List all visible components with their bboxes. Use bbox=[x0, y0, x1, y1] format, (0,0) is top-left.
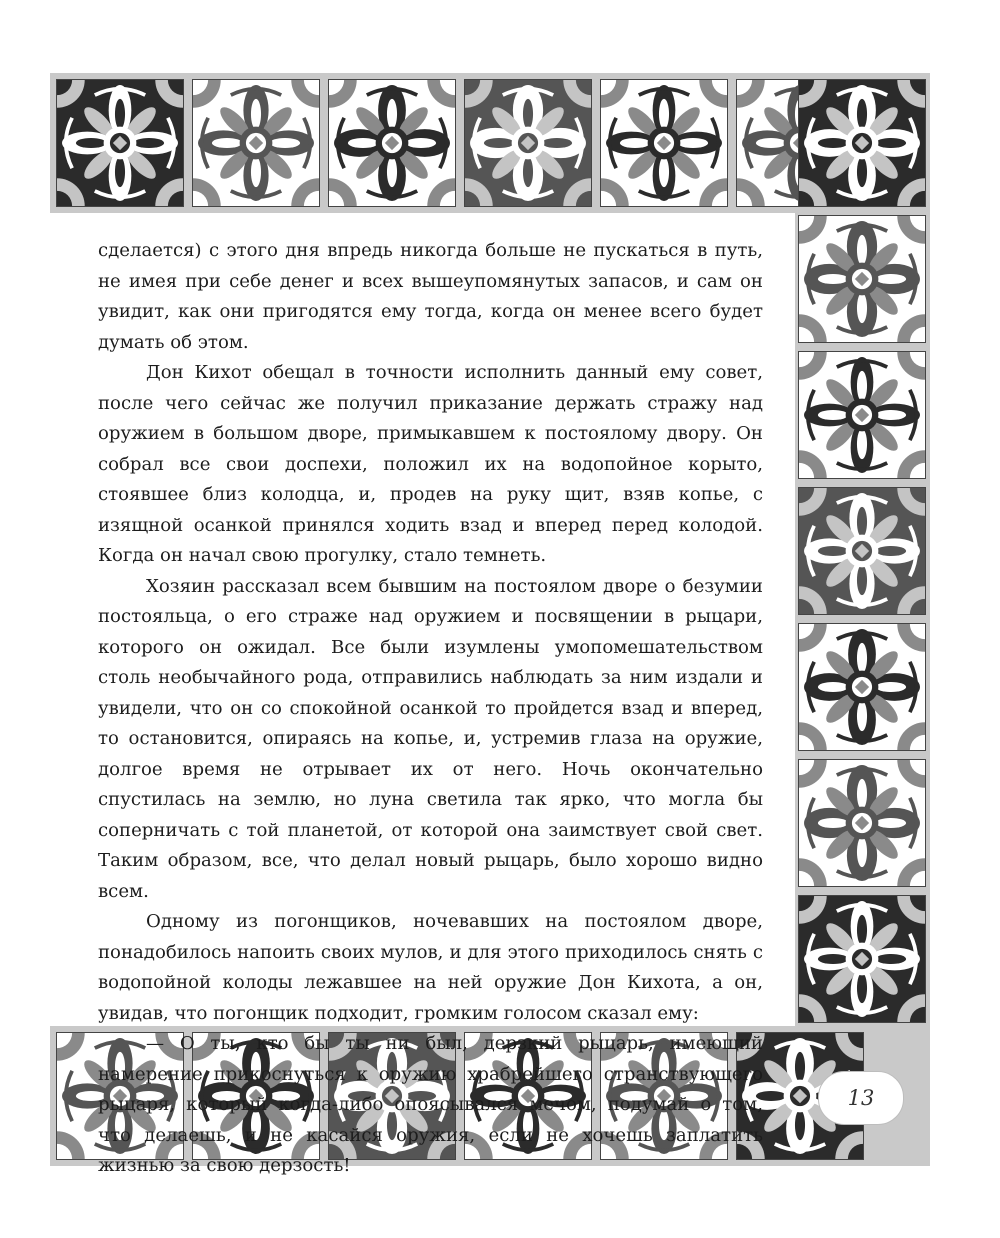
paragraph-4: Одному из погонщиков, ночевавших на постоялом дворе, понадобилось напоить своих мулов, и для этого приходилось снять с водопойной колоды лежавшее на ней оружие Дон Кихота, а он, увидав, что погонщик подходит, громким голосом сказал ему: bbox=[98, 911, 763, 1024]
paragraph-5-dialogue: — О ты, кто бы ты ни был, дерзкий рыцарь, имеющий намерение прикоснуться к оружию храбрейшего странствующего рыцаря, который когда-либо опоясывался мечом, подумай о том, что делаешь, и не касайся оружия, если не хочешь заплатить жизнью за свою дерзость! bbox=[98, 1033, 763, 1176]
ornamental-tile bbox=[798, 215, 926, 343]
ornamental-tile bbox=[600, 79, 728, 207]
paragraph-1: сделается) с этого дня впредь никогда больше не пускаться в путь, не имея при себе денег и всех вышеупомянутых запасов, и сам он увидит, как они пригодятся ему тогда, когда он менее всего будет думать об этом. bbox=[98, 240, 763, 353]
paragraph-3: Хозяин рассказал всем бывшим на постоялом дворе о безумии постояльца, о его страже над оружием и посвящении в рыцари, которого он ожидал. Все были изумлены умопомешательством столь необычайного рода, отправились наблюдать за ним издали и увидели, что он со спокойной осанкой то пройдется взад и вперед, то остановится, опираясь на копье, и, устремив глаза на оружие, долгое время не отрывает их от него. Ночь окончательно спустилась на землю, но луна светила так ярко, что могла бы соперничать с той планетой, от которой она заимствует свой свет. Таким образом, все, что делал новый рыцарь, было хорошо видно всем. bbox=[98, 575, 763, 902]
ornamental-tile bbox=[798, 487, 926, 615]
ornamental-tile bbox=[56, 79, 184, 207]
page-number: 13 bbox=[818, 1071, 904, 1125]
ornamental-tile bbox=[798, 895, 926, 1023]
ornamental-tile bbox=[798, 79, 926, 207]
ornamental-tile bbox=[328, 79, 456, 207]
ornamental-tile bbox=[798, 351, 926, 479]
ornamental-tile bbox=[798, 623, 926, 751]
body-text bbox=[98, 236, 763, 1182]
ornamental-tile bbox=[192, 79, 320, 207]
ornamental-tile bbox=[798, 759, 926, 887]
ornamental-tile bbox=[464, 79, 592, 207]
paragraph-2: Дон Кихот обещал в точности исполнить данный ему совет, после чего сейчас же получил приказание держать стражу над оружием в большом дворе, примыкавшем к постоялому двору. Он собрал все свои доспехи, положил их на водопойное корыто, стоявшее близ колодца, и, продев на руку щит, взяв копье, с изящной осанкой принялся ходить взад и вперед перед колодой. Когда он начал свою прогулку, стало темнеть. bbox=[98, 362, 763, 566]
